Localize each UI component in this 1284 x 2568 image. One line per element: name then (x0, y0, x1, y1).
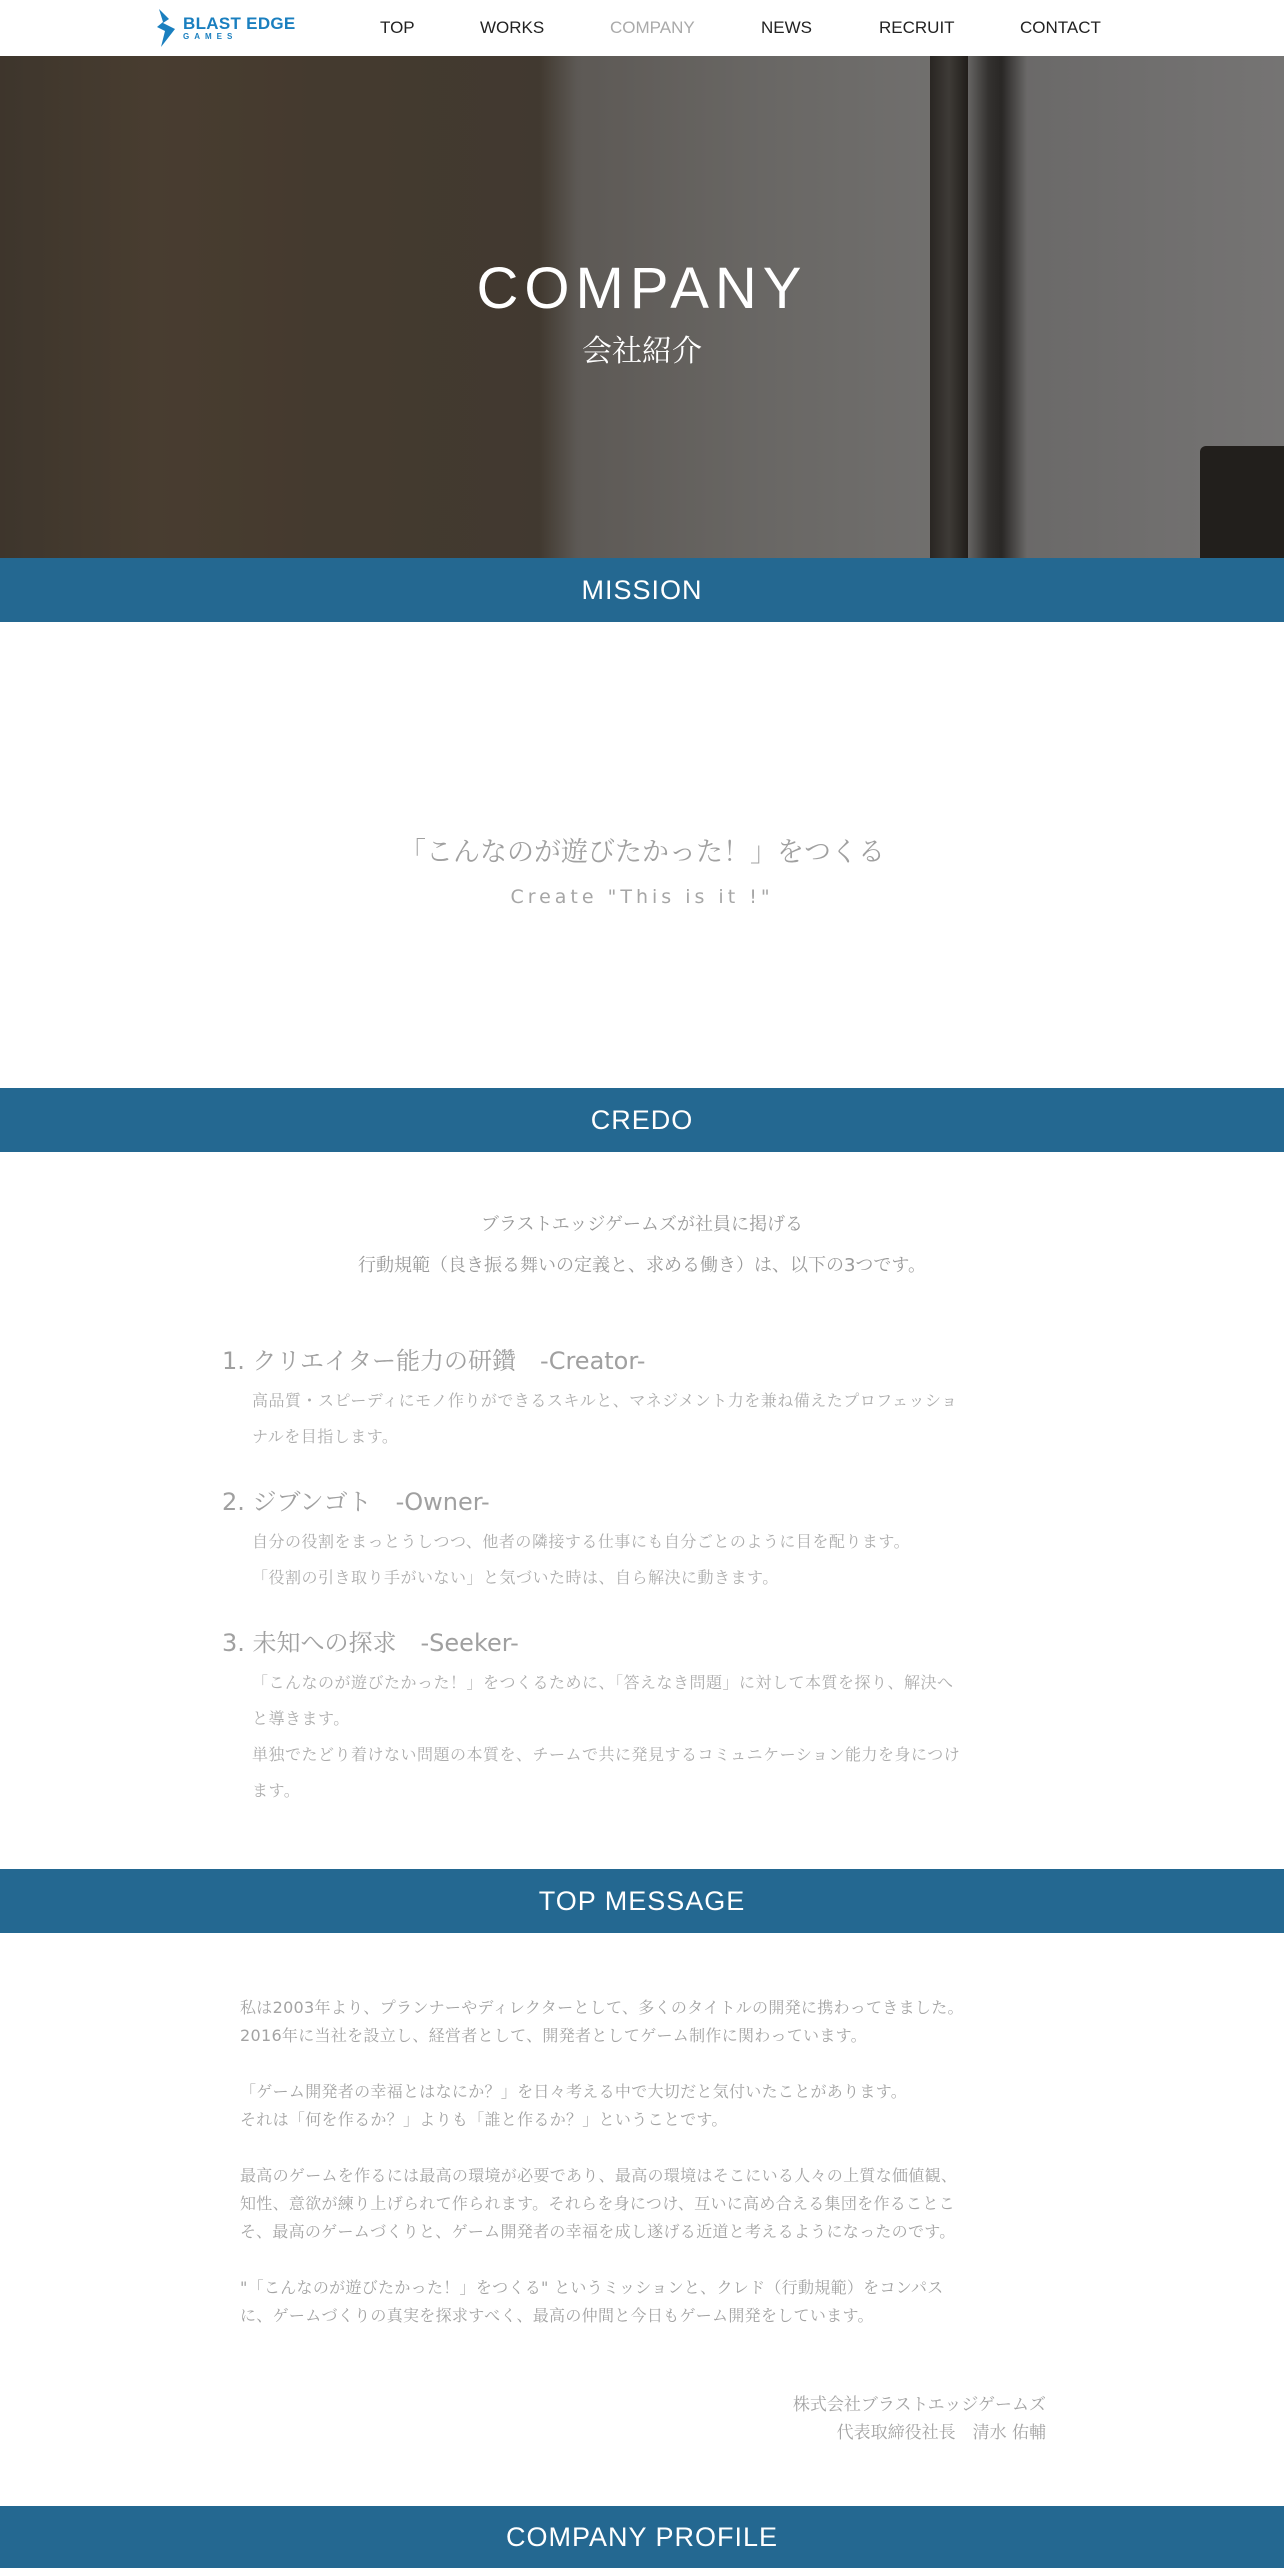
credo-item-text: 自分の役割をまっとうしつつ、他者の隣接する仕事にも自分ごとのように目を配ります。 「役割の引き取り手がいない」と気づいた時は、自ら解決に動きます。 (252, 1532, 911, 1587)
mission-text-jp: 「こんなのが遊びたかった！」をつくる (399, 837, 885, 868)
top-message-heading: TOP MESSAGE (0, 1869, 1284, 1933)
company-name: 株式会社ブラストエッジゲームズ (792, 2395, 1046, 2415)
credo-item-text: 「こんなのが遊びたかった！」をつくるために、「答えなき問題」に対して本質を探り、解決へ と導きます。 単独でたどり着けない問題の本質を、チームで共に発見するコミュニケーション能力を身につけ ます。 (252, 1673, 961, 1800)
site-header (0, 0, 1284, 56)
message-paragraph: 最高のゲームを作るには最高の環境が必要であり、最高の環境はそこにいる人々の上質な価値観、 知性、意欲が練り上げられて作られます。それらを身につけ、互いに高め合える集団を作ることこ そ、最高のゲームづくりと、ゲーム開発者の幸福を成し遂げる近道と考えるようになったのです。 (240, 2166, 958, 2241)
mission-heading: MISSION (0, 558, 1284, 622)
nav-works[interactable]: WORKS (480, 18, 545, 37)
logo-main-text: BLAST EDGE (183, 14, 296, 33)
message-paragraph: "「こんなのが遊びたかった！」をつくる" というミッションと、クレド（行動規範）をコンパス に、ゲームづくりの真実を探求すべく、最高の仲間と今日もゲーム開発をしています。 (240, 2278, 944, 2325)
hero-title: COMPANY (476, 256, 808, 321)
company-profile-heading: COMPANY PROFILE (0, 2506, 1284, 2568)
credo-item-title: 1. クリエイター能力の研鑽 -Creator- (222, 1347, 646, 1375)
credo-intro-line1: ブラストエッジゲームズが社員に掲げる (480, 1214, 804, 1235)
credo-intro-line2: 行動規範（良き振る舞いの定義と、求める働き）は、以下の3つです。 (357, 1255, 926, 1276)
credo-heading: CREDO (0, 1088, 1284, 1152)
nav-top[interactable]: TOP (380, 18, 415, 37)
ceo-signature: 代表取締役社長 清水 佑輔 (836, 2423, 1046, 2443)
credo-item-title: 3. 未知への探求 -Seeker- (222, 1629, 519, 1657)
mission-text-en: Create "This is it !" (510, 886, 774, 908)
credo-item-text: 高品質・スピーディにモノ作りができるスキルと、マネジメント力を兼ね備えたプロフェッショ ナルを目指します。 (252, 1391, 958, 1446)
hero-subtitle: 会社紹介 (582, 334, 702, 369)
nav-company[interactable]: COMPANY (610, 18, 695, 37)
message-paragraph: 私は2003年より、プランナーやディレクターとして、多くのタイトルの開発に携わってきました。 2016年に当社を設立し、経営者として、開発者としてゲーム制作に関わっています。 (240, 1998, 964, 2045)
nav-recruit[interactable]: RECRUIT (879, 18, 955, 37)
nav-news[interactable]: NEWS (761, 18, 812, 37)
main-nav (0, 0, 1284, 56)
message-paragraph: 「ゲーム開発者の幸福とはなにか？」を日々考える中で大切だと気付いたことがあります。 それは「何を作るか？」よりも「誰と作るか？」ということです。 (240, 2082, 908, 2129)
credo-item-title: 2. ジブンゴト -Owner- (222, 1488, 490, 1516)
logo-sub-text: GAMES (183, 32, 238, 41)
nav-contact[interactable]: CONTACT (1020, 18, 1101, 37)
